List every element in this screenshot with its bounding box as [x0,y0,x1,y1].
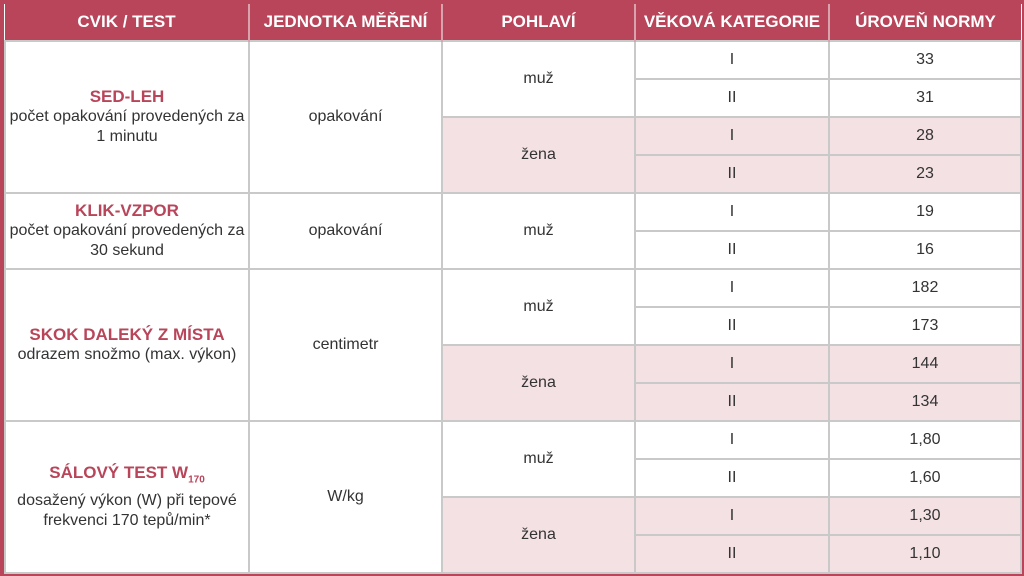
sex-cell: muž [442,421,635,497]
sex-cell: žena [442,117,635,193]
sex-cell: muž [442,193,635,269]
header-sex: POHLAVÍ [442,4,635,41]
age-category-cell: II [635,155,829,193]
age-category-cell: II [635,307,829,345]
sex-cell: muž [442,269,635,345]
age-category-cell: II [635,231,829,269]
norm-cell: 19 [829,193,1021,231]
unit-cell: opakování [249,193,442,269]
norm-cell: 173 [829,307,1021,345]
test-cell [5,193,249,269]
unit-cell: opakování [249,41,442,193]
age-category-cell: I [635,269,829,307]
norm-cell: 1,30 [829,497,1021,535]
test-description: dosažený výkon (W) při tepové frekvenci 170 tepů/min* [17,491,237,529]
age-category-cell: I [635,497,829,535]
age-category-cell: II [635,535,829,573]
norm-cell: 1,80 [829,421,1021,459]
test-name: SKOK DALEKÝ Z MÍSTA [29,325,225,344]
age-category-cell: I [635,41,829,79]
age-category-cell: II [635,79,829,117]
test-name: KLIK-VZPOR [75,201,179,220]
norm-cell: 28 [829,117,1021,155]
norm-cell: 182 [829,269,1021,307]
age-category-cell: I [635,345,829,383]
test-description: počet opakování provedených za 30 sekund [9,222,245,259]
norms-table [4,4,1022,574]
header-age-category: VĚKOVÁ KATEGORIE [635,4,829,41]
age-category-cell: II [635,459,829,497]
test-cell [5,41,249,193]
table-row [5,421,1021,459]
sex-cell: žena [442,497,635,573]
test-name: SÁLOVÝ TEST $W_{170}$ [49,463,205,486]
header-exercise: CVIK / TEST [5,4,249,41]
age-category-cell: I [635,117,829,155]
test-name-subscript: 170 [188,474,205,486]
test-name: SED-LEH [89,87,165,106]
test-description: počet opakování provedených za 1 minutu [9,108,245,145]
norm-cell: 1,60 [829,459,1021,497]
norm-cell: 144 [829,345,1021,383]
header-norm-level: ÚROVEŇ NORMY [829,4,1021,41]
norm-cell: 33 [829,41,1021,79]
sex-cell: žena [442,345,635,421]
norm-cell: 134 [829,383,1021,421]
header-row [5,4,1021,41]
table-row [5,193,1021,231]
unit-cell: centimetr [249,269,442,421]
norm-cell: 23 [829,155,1021,193]
age-category-cell: I [635,421,829,459]
norm-cell: 1,10 [829,535,1021,573]
test-description: odrazem snožmo (max. výkon) [17,346,237,363]
norm-cell: 16 [829,231,1021,269]
sex-cell: muž [442,41,635,117]
table-row [5,41,1021,79]
table-row [5,269,1021,307]
header-unit: JEDNOTKA MĚŘENÍ [249,4,442,41]
age-category-cell: I [635,193,829,231]
test-cell [5,421,249,573]
test-cell [5,269,249,421]
norm-cell: 31 [829,79,1021,117]
age-category-cell: II [635,383,829,421]
unit-cell: W/kg [249,421,442,573]
